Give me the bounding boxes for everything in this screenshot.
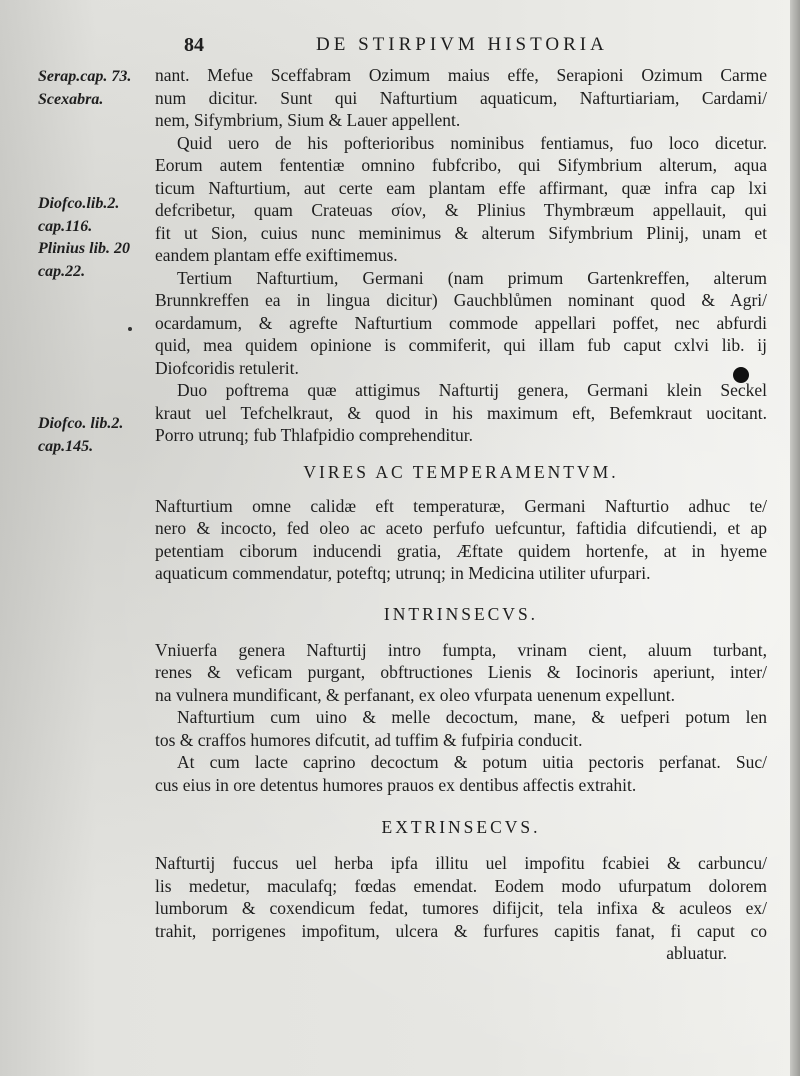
- margin-note-line: Scexabra.: [38, 90, 104, 108]
- stray-mark: [128, 327, 132, 331]
- paragraph: [155, 379, 767, 447]
- text-line: aquaticum commendatur, poteftq; utrunq; in Medicina utiliter ufurpari.: [155, 563, 651, 583]
- text-line: quid, mea quidem opinione is commiferit, qui illam fub caput cxlvi lib. ij: [155, 335, 767, 355]
- text-line: na vulnera mundificant, & perfanant, ex oleo vfurpata uenenum expellunt.: [155, 684, 675, 705]
- text-line: Tertium Nafturtium, Germani (nam primum Gartenkreffen, alterum: [177, 267, 767, 288]
- text-line: Duo poftrema quæ attigimus Nafturtij genera, Germani klein Seckel: [177, 380, 767, 400]
- text-line: lumborum & coxendicum fedat, tumores difijcit, tela infixa & aculeos ex/: [155, 898, 767, 918]
- running-title: DE STIRPIVM HISTORIA: [316, 34, 608, 55]
- margin-note-line: cap.116.: [38, 217, 93, 235]
- text-line: At cum lacte caprino decoctum & potum uitia pectoris perfanat. Suc/: [177, 752, 767, 772]
- text-line: Nafturtium omne calidæ eft temperaturæ, Germani Nafturtio adhuc te/: [155, 495, 767, 516]
- paragraph: [155, 639, 767, 707]
- margin-note: [38, 66, 160, 111]
- margin-note-line: Plinius lib. 20: [38, 240, 131, 257]
- text-line: Diofcoridis retulerit.: [155, 357, 299, 378]
- page-number: 84: [184, 34, 204, 56]
- paragraph: [155, 132, 767, 267]
- margin-note-line: Diofco. lib.2.: [38, 415, 124, 432]
- paragraph: [155, 852, 767, 965]
- text-line: Nafturtij fuccus uel herba ipfa illitu uel impofitu fcabiei & carbuncu/: [155, 853, 767, 873]
- text-line: fit ut Sion, cuius nunc meminimus & alterum Sifymbrium Plinij, unam et: [155, 222, 767, 243]
- text-line: Nafturtium cum uino & melle decoctum, mane, & uefperi potum len: [177, 707, 767, 727]
- margin-note: [38, 193, 160, 283]
- paragraph: [155, 267, 767, 380]
- paragraph: [155, 495, 767, 585]
- text-line: Eorum autem fententiæ omnino fubfcribo, qui Sifymbrium alterum, aqua: [155, 155, 767, 175]
- text-line: renes & veficam purgant, obftructiones Lienis & Iocinoris aperiunt, inter/: [155, 662, 767, 682]
- page-edge: [790, 0, 800, 1076]
- margin-note-line: Serap.cap. 73.: [38, 68, 132, 85]
- text-line: Porro utrunq; fub Thlafpidio comprehenditur.: [155, 425, 474, 445]
- text-line: nero & incocto, fed oleo ac aceto perfufo uefcuntur, faftidia difcutiendi, et ap: [155, 518, 767, 538]
- text-line: ticum Nafturtium, aut certe eam plantam effe affirmant, quæ infra cap lxi: [155, 177, 767, 198]
- section-heading: INTRINSECVS.: [383, 603, 539, 624]
- text-line: nant. Mefue Sceffabram Ozimum maius effe, Serapioni Ozimum Carme: [155, 65, 767, 85]
- margin-note-line: cap.145.: [38, 437, 94, 455]
- text-line: kraut uel Tefchelkraut, & quod in his maximum eft, Befemkraut uocitant.: [155, 402, 767, 423]
- text-line: petentiam ciborum inducendi gratia, Æftate quidem hortenfe, at in hyeme: [155, 540, 767, 561]
- section-heading: EXTRINSECVS.: [381, 817, 541, 837]
- text-line: ocardamum, & agrefte Nafturtium commode appellari poffet, nec abfurdi: [155, 312, 767, 333]
- margin-note-line: cap.22.: [38, 262, 86, 280]
- running-header: [0, 30, 800, 60]
- margin-note-line: Diofco.lib.2.: [38, 195, 120, 212]
- text-line: cus eius in ore detentus humores prauos ex dentibus affectis extrahit.: [155, 774, 637, 795]
- text-line: Vniuerfa genera Nafturtij intro fumpta, vrinam cient, aluum turbant,: [155, 639, 767, 660]
- text-line: num dicitur. Sunt qui Nafturtium aquaticum, Nafturtiariam, Cardami/: [155, 87, 767, 108]
- text-line: defcribetur, quam Crateuas σίον, & Plinius Thymbræum appellauit, qui: [155, 200, 767, 220]
- text-line: Quid uero de his pofterioribus nominibus fentiamus, fuo loco dicetur.: [177, 132, 767, 153]
- text-line: abluatur.: [666, 943, 727, 963]
- text-line: lis medetur, maculafq; fœdas emendat. Eodem modo ufurpatum dolorem: [155, 875, 767, 896]
- body-text: [155, 64, 767, 965]
- text-line: eandem plantam effe exiftimemus.: [155, 245, 398, 265]
- text-line: nem, Sifymbrium, Sium & Lauer appellent.: [155, 110, 461, 130]
- section-heading: VIRES AC TEMPERAMENTVM.: [303, 461, 619, 482]
- text-line: tos & craffos humores difcutit, ad tuffim & fufpiria conducit.: [155, 729, 583, 750]
- paragraph: [155, 64, 767, 132]
- paragraph: [155, 706, 767, 751]
- paragraph: [155, 751, 767, 796]
- margin-note: [38, 413, 160, 458]
- text-line: trahit, porrigenes impofitum, ulcera & furfures capitis fanat, fi caput co: [155, 920, 767, 941]
- text-line: Brunnkreffen ea in lingua dicitur) Gauchblůmen nominant quod & Agri/: [155, 290, 767, 310]
